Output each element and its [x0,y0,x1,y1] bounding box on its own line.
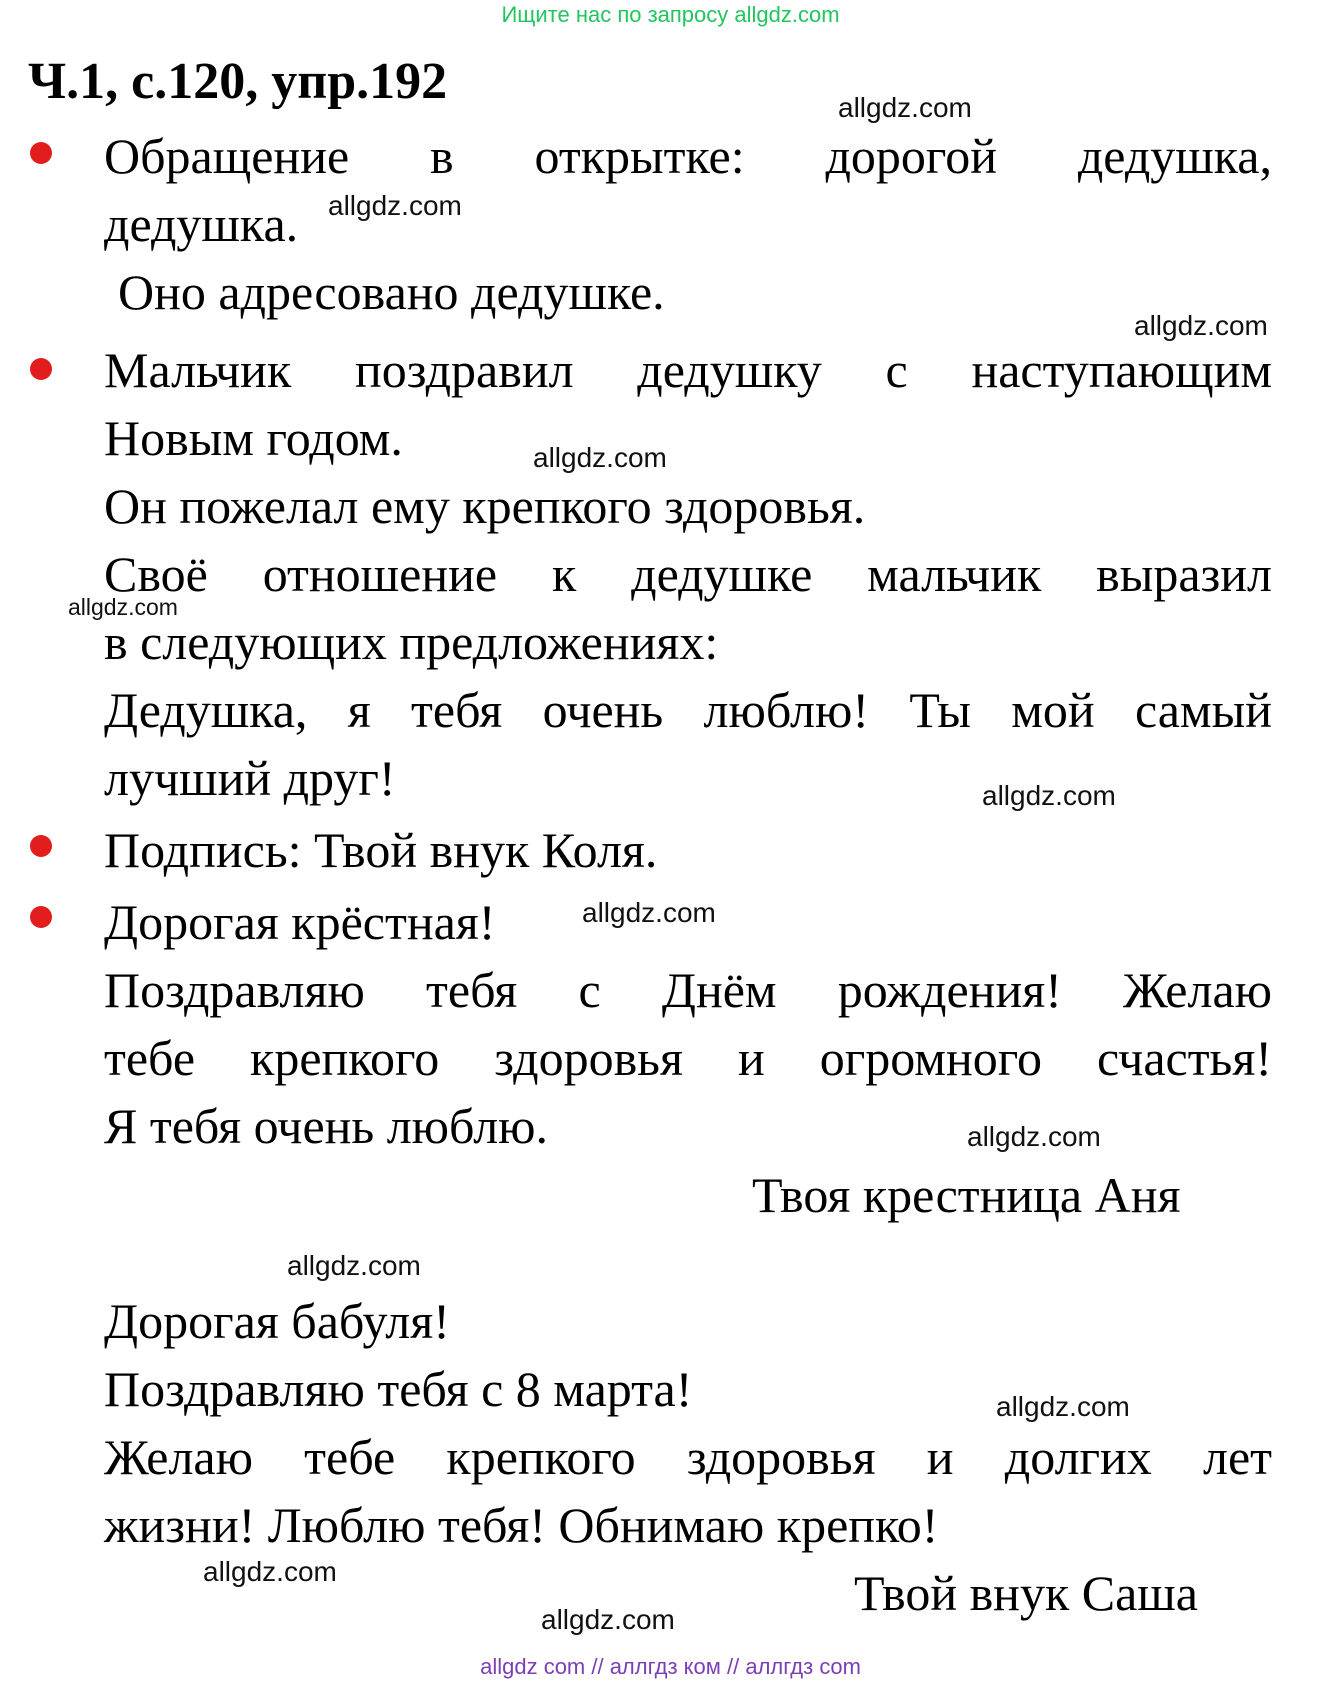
text-line-5: Новым годом. [104,410,403,466]
watermark-6: allgdz.com [982,780,1116,811]
text-line-7: Своё отношение к дедушке мальчик выразил [104,546,1272,602]
text-line-9: Дедушка, я тебя очень люблю! Ты мой самый [104,682,1272,738]
bullet-marker-2 [30,358,52,380]
text-line-13: Поздравляю тебя с Днём рождения! Желаю [104,962,1272,1018]
watermark-9: allgdz.com [287,1250,421,1281]
text-line-10: лучший друг! [104,750,396,806]
text-line-8: в следующих предложениях: [104,614,719,670]
text-line-4: Мальчик поздравил дедушку с наступающим [104,342,1272,398]
watermark-3: allgdz.com [1134,310,1268,341]
watermark-1: allgdz.com [838,92,972,123]
watermark-4: allgdz.com [533,442,667,473]
text-line-18: Поздравляю тебя с 8 марта! [104,1361,693,1417]
watermark-11: allgdz.com [203,1556,337,1587]
watermark-12: allgdz.com [541,1604,675,1635]
watermark-10: allgdz.com [996,1391,1130,1422]
watermark-8: allgdz.com [967,1121,1101,1152]
bullet-marker-3 [30,835,52,857]
signature-line-2: Твой внук Саша [854,1565,1198,1621]
text-line-11: Подпись: Твой внук Коля. [104,822,658,878]
text-line-3: Оно адресовано дедушке. [118,264,665,320]
text-line-19: Желаю тебе крепкого здоровья и долгих лет [104,1429,1272,1485]
text-line-20: жизни! Люблю тебя! Обнимаю крепко! [104,1497,939,1553]
watermark-2: allgdz.com [328,190,462,221]
bullet-marker-1 [30,142,52,164]
text-line-17: Дорогая бабуля! [104,1293,450,1349]
page-title: Ч.1, с.120, упр.192 [28,53,448,110]
text-line-2: дедушка. [104,196,299,252]
text-line-12: Дорогая крёстная! [104,894,496,950]
signature-line-1: Твоя крестница Аня [752,1167,1181,1223]
top-banner: Ищите нас по запросу allgdz.com [501,2,840,27]
watermark-7: allgdz.com [582,897,716,928]
text-line-1: Обращение в открытке: дорогой дедушка, [104,128,1272,184]
text-line-6: Он пожелал ему крепкого здоровья. [104,478,866,534]
footer-banner: allgdz com // аллгдз ком // аллгдз com [480,1654,861,1679]
text-line-14: тебе крепкого здоровья и огромного счастья! [104,1030,1272,1086]
watermark-5: allgdz.com [68,594,178,620]
text-line-15: Я тебя очень люблю. [104,1098,548,1154]
bullet-marker-4 [30,906,52,928]
